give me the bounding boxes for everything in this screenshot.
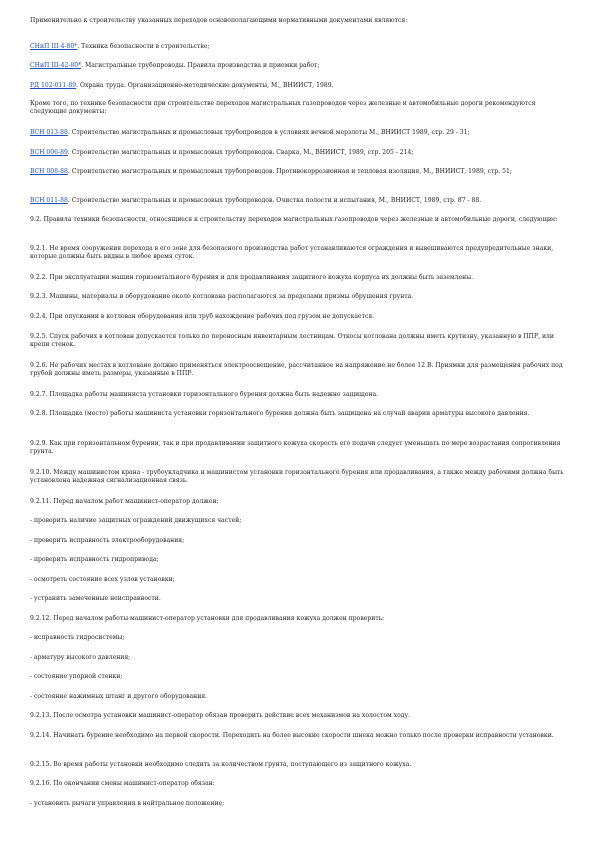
reference-link[interactable]: РД 102-011-89 [30,82,77,89]
section-9-2-5: 9.2.5. Спуск рабочих в котлован допускается только по переносным инвентарным лестницам. Откосы котлована должны иметь крутизну, указанную в ППР, или крепи стенок. [30,333,554,349]
reference-text: . Магистральные трубопроводы. Правила производства и приемки работ; [81,62,320,69]
list-item: - установить рычаги управления в нейтральное положение; [30,800,225,807]
section-9-2-16: 9.2.16. По окончании смены машинист-оператор обязан: [30,780,215,787]
reference-vsn-011-88 [30,197,565,205]
section-9-2-10: 9.2.10. Между машинистом крана - трубоукладчика и машинистом установки горизонтального бурения или продавливания, а также между рабочими должна быть установлена надежная сигнализационная связь. [30,469,564,485]
reference-text: . Строительство магистральных и промысловых трубопроводов. Очистка полости и испытания, М., ВНИИСТ, 1989, стр. 87 - 88. [67,197,482,204]
section-9-2-2: 9.2.2. При эксплуатации машин горизонтального бурения и для продавливания защитного кожуха корпуса их должны быть заземлены. [30,274,474,281]
intro-paragraph: Применительно к строительству указанных переходов основополагающими нормативными документами являются: [30,17,408,24]
reference-text: . Техника безопасности в строительстве; [77,43,210,50]
section-9-2-11: 9.2.11. Перед началом работ машинист-оператор должен: [30,498,219,505]
list-item: - осмотреть состояние всех узлов установки; [30,576,175,583]
section-9-2-13: 9.2.13. После осмотра установки машинист-оператор обязан проверить действие всех механизмов на холостом ходу. [30,712,411,719]
reference-snip-iii-4-80 [30,43,565,51]
list-item: - устранить замеченные неисправности. [30,595,161,602]
list-item: - состояние нажимных штанг и другого оборудования. [30,693,208,700]
section-9-2-9: 9.2.9. Как при горизонтальном бурении, так и при продавливании защитного кожуха скорость его подачи следует уменьшать по мере возрастания сопротивления грунта. [30,440,561,456]
reference-vsn-006-89 [30,149,565,157]
reference-link[interactable]: ВСН 013-88 [30,129,68,136]
list-item: - арматуру высокого давления; [30,654,131,661]
section-9-2-14: 9.2.14. Начинать бурение необходимо на первой скорости. Переходить на более высокие скорости шнека можно только после проверки исправности установки. [30,732,554,739]
reference-link[interactable]: СНиП III-4-80* [30,43,78,50]
reference-text: . Строительство магистральных и промысловых трубопроводов. Сварка, М., ВНИИСТ, 1989, стр. 205 - 214; [67,149,414,156]
section-9-2-3: 9.2.3. Машины, материалы и оборудование около котлована располагаются за пределами призмы обрушения грунта. [30,293,414,300]
reference-text: . Строительство магистральных и промысловых трубопроводов в условиях вечной мерзлоты М., ВНИИСТ 1989, стр. 29 - 31; [67,129,470,136]
reference-text: . Строительство магистральных и промысловых трубопроводов. Противокоррозионная и тепловая изоляция, М., ВНИИСТ, 1989, стр. 51; [67,168,512,175]
also-intro-paragraph: Кроме того, по технике безопасности при строительстве переходов магистральных газопроводов через железные и автомобильные дороги рекомендуются следующие документы: [30,100,536,116]
reference-link[interactable]: ВСН 006-89 [30,149,68,156]
section-9-2-8: 9.2.8. Площадка (место) работы машиниста установки горизонтального бурения должна быть защищена на случай аварии арматуры высокого давления. [30,410,530,417]
reference-snip-iii-42-80 [30,62,565,70]
section-9-2-12: 9.2.12. Перед началом работы машинист-оператор установки для продавливания кожуха должен проверить: [30,615,385,622]
list-item: - проверить исправность гидропривода; [30,556,159,563]
reference-rd-102-011-89 [30,82,565,90]
list-item: - проверить исправность электрооборудования; [30,537,185,544]
reference-link[interactable]: ВСН 011-88 [30,197,68,204]
list-item: - состояние упорной стенки; [30,673,123,680]
section-9-2-7: 9.2.7. Площадка работы машиниста установки горизонтального бурения должна быть надежно защищена. [30,391,379,398]
section-9-2-6: 9.2.6. Не рабочих местах в котловане должно применяться электроосвещение, рассчитанное на напряжение не более 12 В. Приямки для размещения рабочих под трубой должны иметь размеры, указанные в ППР. [30,362,563,378]
reference-vsn-008-88 [30,168,565,176]
section-9-2-4: 9.2.4. При опускании в котлован оборудования или труб нахождение рабочих под грузом не допускается. [30,313,375,320]
reference-text: . Охрана труда. Организационно-методические документы, М., ВНИИСТ, 1989. [76,82,334,89]
list-item: - исправность гидросистемы; [30,634,125,641]
list-item: - проверить наличие защитных ограждений движущихся частей; [30,517,242,524]
section-9-2: 9.2. Правила техники безопасности, относящиеся к строительству переходов магистральных газопроводов через железные и автомобильные дороги, следующие: [30,216,558,223]
reference-vsn-013-88 [30,129,565,137]
section-9-2-1: 9.2.1. Не время сооружения перехода в его зоне для безопасного производства работ устанавливаются ограждения и вывешиваются предупредительные знаки, которые должны быть видны в любое время суток. [30,245,554,261]
reference-link[interactable]: СНиП III-42-80* [30,62,82,69]
reference-link[interactable]: ВСН 008-88 [30,168,68,175]
section-9-2-15: 9.2.15. Во время работы установки необходимо следить за количеством грунта, поступающего из защитного кожуха. [30,761,412,768]
